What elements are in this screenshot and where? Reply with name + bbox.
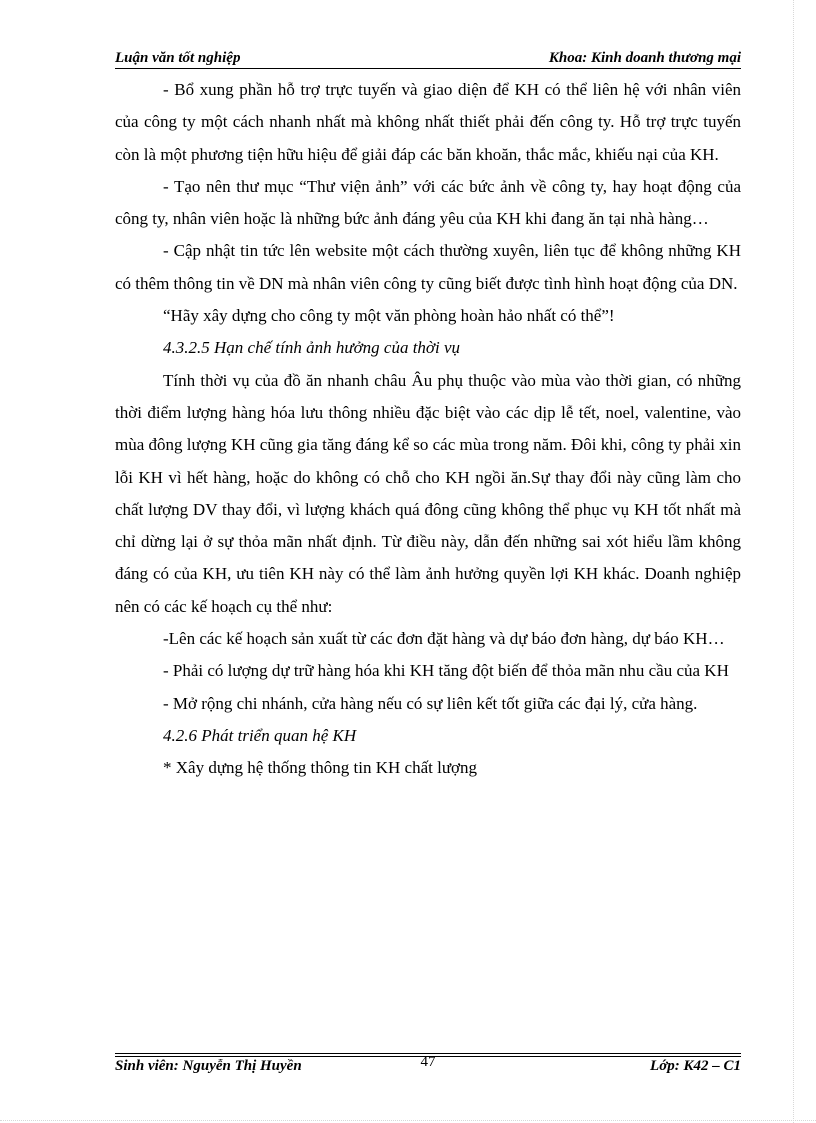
header-thesis-label: Luận văn tốt nghiệp — [115, 50, 241, 66]
page-number: 47 — [420, 1054, 436, 1070]
page-header — [115, 48, 741, 70]
paragraph-expansion: - Mở rộng chi nhánh, cửa hàng nếu có sự liên kết tốt giữa các đại lý, cửa hàng. — [163, 693, 698, 713]
section-heading-customer-relations: 4.2.6 Phát triển quan hệ KH — [163, 725, 357, 745]
paragraph-website-news: - Cập nhật tin tức lên website một cách thường xuyên, liên tục để không những KH có thêm thông tin về DN mà nhân viên công ty cũng biết được tình hình hoạt động của DN. — [115, 241, 741, 293]
paragraph-quote: “Hãy xây dựng cho công ty một văn phòng hoàn hảo nhất có thể”! — [163, 306, 615, 326]
page-edge-right — [793, 0, 794, 1123]
paragraph-online-support: - Bổ xung phần hỗ trợ trực tuyến và giao diện để KH có thể liên hệ với nhân viên của công ty một cách nhanh nhất mà không nhất thiết phải đến công ty. Hỗ trợ trực tuyến còn là một phương tiện hữu hiệu để giải đáp các băn khoăn, thắc mắc, khiếu nại của KH. — [115, 80, 741, 164]
paragraph-inventory: - Phải có lượng dự trữ hàng hóa khi KH tăng đột biến để thỏa mãn nhu cầu của KH — [163, 661, 729, 681]
paragraph-seasonality: Tính thời vụ của đồ ăn nhanh châu Âu phụ thuộc vào mùa vào thời gian, có những thời điểm lượng hàng hóa lưu thông nhiều đặc biệt vào các dịp lễ tết, noel, valentine, vào mùa đông lượng KH cũng gia tăng đáng kể so các mùa trong năm. Đôi khi, công ty phải xin lỗi KH vì hết hàng, hoặc do không có chỗ cho KH ngồi ăn.Sự thay đổi này cũng làm cho chất lượng DV thay đổi, vì lượng khách quá đông cũng không thể phục vụ KH tốt nhất mà chỉ dừng lại ở sự thỏa mãn nhất định. Từ điều này, dẫn đến những sai xót hiểu lầm không đáng có của KH, ưu tiên KH này có thể làm ảnh hưởng quyền lợi KH khác. Doanh nghiệp nên có các kế hoạch cụ thể như: — [115, 370, 741, 616]
header-divider — [115, 68, 741, 69]
paragraph-customer-info-system: * Xây dựng hệ thống thông tin KH chất lượng — [163, 758, 478, 778]
page-footer — [115, 1056, 741, 1078]
document-body — [115, 74, 741, 785]
paragraph-production-plan: -Lên các kế hoạch sản xuất từ các đơn đặt hàng và dự báo đơn hàng, dự báo KH… — [163, 629, 725, 649]
paragraph-photo-library: - Tạo nên thư mục “Thư viện ảnh” với các bức ảnh về công ty, hay hoạt động của công ty, nhân viên hoặc là những bức ảnh đáng yêu của KH khi đang ăn tại nhà hàng… — [115, 176, 741, 229]
header-faculty-label: Khoa: Kinh doanh thương mại — [548, 50, 741, 66]
section-heading-seasonality: 4.3.2.5 Hạn chế tính ảnh hưởng của thời vụ — [163, 338, 461, 358]
footer-class-label: Lớp: K42 – C1 — [650, 1058, 741, 1074]
page-edge-bottom — [0, 1120, 816, 1121]
footer-student-name: Sinh viên: Nguyễn Thị Huyền — [115, 1058, 302, 1074]
